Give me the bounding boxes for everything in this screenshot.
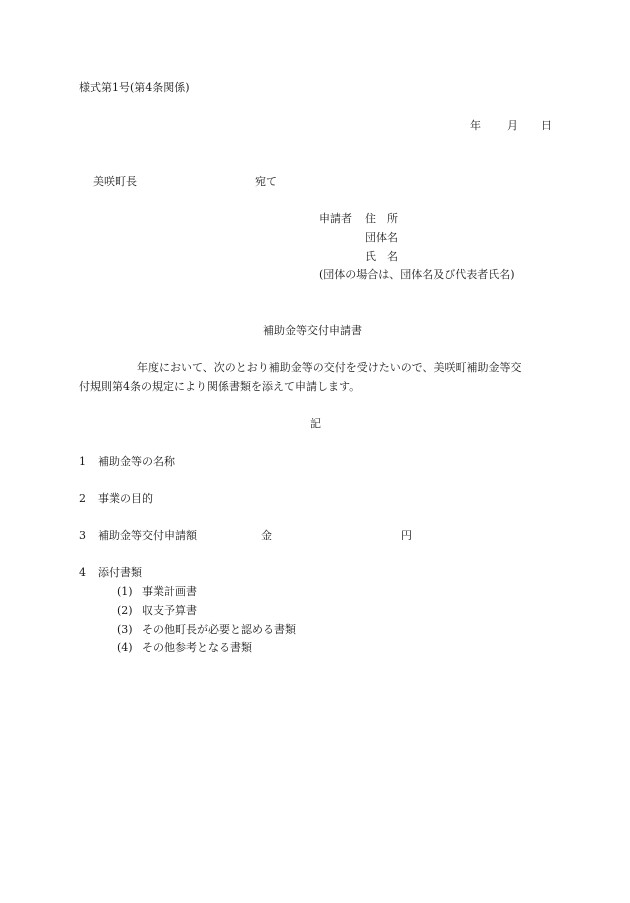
attachment-item-4 (117, 642, 252, 653)
list-item-1 (79, 456, 175, 467)
attachment-number: (2) (117, 604, 133, 617)
attachment-number: (3) (117, 623, 133, 636)
attachment-number: (4) (117, 641, 133, 654)
addressee-title: 美咲町長 (93, 175, 137, 188)
applicant-name-label: 氏 名 (365, 250, 398, 263)
form-number: 様式第1号(第4条関係) (79, 81, 190, 94)
document-title: 補助金等交付申請書 (263, 324, 362, 337)
body-text-line-2: 付規則第4条の規定により関係書類を添えて申請します。 (79, 380, 361, 393)
amount-yen-label: 円 (401, 529, 412, 542)
applicant-organization-label: 団体名 (365, 231, 398, 244)
attachment-item-1 (117, 586, 197, 597)
attachment-label: 事業計画書 (142, 585, 197, 598)
item-label: 事業の目的 (98, 492, 153, 505)
body-text-line-1: 年度において、次のとおり補助金等の交付を受けたいので、美咲町補助金等交 (137, 361, 522, 374)
item-label: 添付書類 (98, 566, 142, 579)
addressee-suffix: 宛て (255, 175, 277, 188)
ki-label: 記 (310, 417, 321, 430)
item-label: 補助金等の名称 (98, 455, 175, 468)
attachment-label: その他町長が必要と認める書類 (142, 623, 296, 636)
list-item-3 (79, 530, 197, 541)
attachment-label: 収支予算書 (142, 604, 197, 617)
date-year-label: 年 (470, 119, 481, 132)
item-number: 4 (79, 566, 86, 579)
attachment-label: その他参考となる書類 (142, 641, 252, 654)
attachment-item-2 (117, 605, 197, 616)
attachment-number: (1) (117, 585, 133, 598)
date-month-label: 月 (507, 119, 518, 132)
item-number: 3 (79, 529, 86, 542)
applicant-label: 申請者 (319, 212, 352, 225)
applicant-note: (団体の場合は、団体名及び代表者氏名) (319, 268, 515, 281)
list-item-4 (79, 567, 142, 578)
applicant-address-label: 住 所 (365, 212, 398, 225)
amount-kin-label: 金 (261, 529, 272, 542)
date-day-label: 日 (541, 119, 552, 132)
item-number: 2 (79, 492, 86, 505)
attachment-item-3 (117, 624, 296, 635)
item-label: 補助金等交付申請額 (98, 529, 197, 542)
item-number: 1 (79, 455, 86, 468)
list-item-2 (79, 493, 153, 504)
